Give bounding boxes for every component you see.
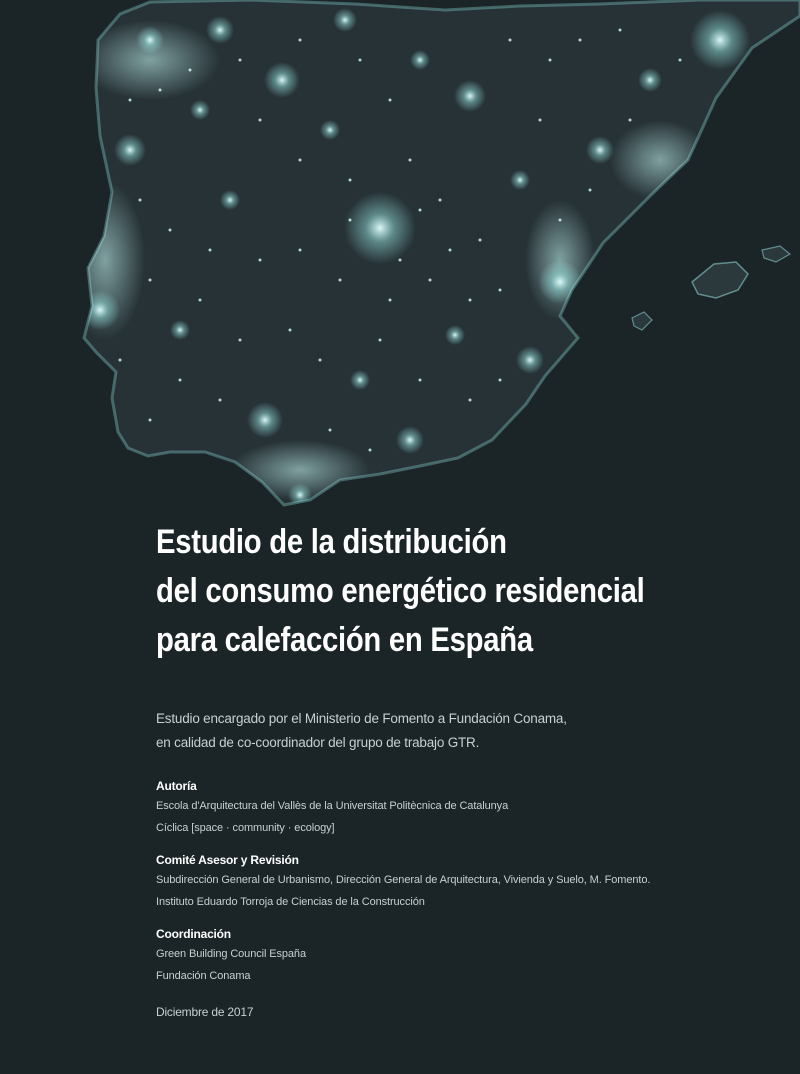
section-line: Instituto Eduardo Torroja de Ciencias de la Construcción xyxy=(156,896,425,908)
subtitle-line: Estudio encargado por el Ministerio de Fomento a Fundación Conama, xyxy=(156,711,567,726)
mallorca-shape xyxy=(692,262,748,298)
menorca-shape xyxy=(762,246,790,262)
section-advisory-committee xyxy=(156,851,756,913)
section-heading: Comité Asesor y Revisión xyxy=(156,853,299,867)
section-line: Green Building Council España xyxy=(156,948,306,960)
title-line: Estudio de la distribución xyxy=(156,523,507,561)
ibiza-shape xyxy=(632,312,652,330)
cover-text xyxy=(156,518,756,1019)
section-line: Escola d'Arquitectura del Vallès de la Universitat Politècnica de Catalunya xyxy=(156,800,509,812)
title-line: para calefacción en España xyxy=(156,621,533,659)
iberian-peninsula-night-map xyxy=(0,0,800,520)
document-title xyxy=(156,518,672,665)
section-coordination xyxy=(156,925,756,987)
title-line: del consumo energético residencial xyxy=(156,572,645,610)
section-authorship xyxy=(156,777,756,839)
section-heading: Autoría xyxy=(156,779,197,793)
section-line: Fundación Conama xyxy=(156,970,251,982)
document-subtitle xyxy=(156,707,756,755)
subtitle-line: en calidad de co-coordinador del grupo de trabajo GTR. xyxy=(156,735,480,750)
publication-date: Diciembre de 2017 xyxy=(156,1005,254,1019)
section-heading: Coordinación xyxy=(156,927,231,941)
section-line: Cíclica [space · community · ecology] xyxy=(156,822,335,834)
section-line: Subdirección General de Urbanismo, Dirección General de Arquitectura, Vivienda y Suelo, M. Fomento. xyxy=(156,874,651,886)
